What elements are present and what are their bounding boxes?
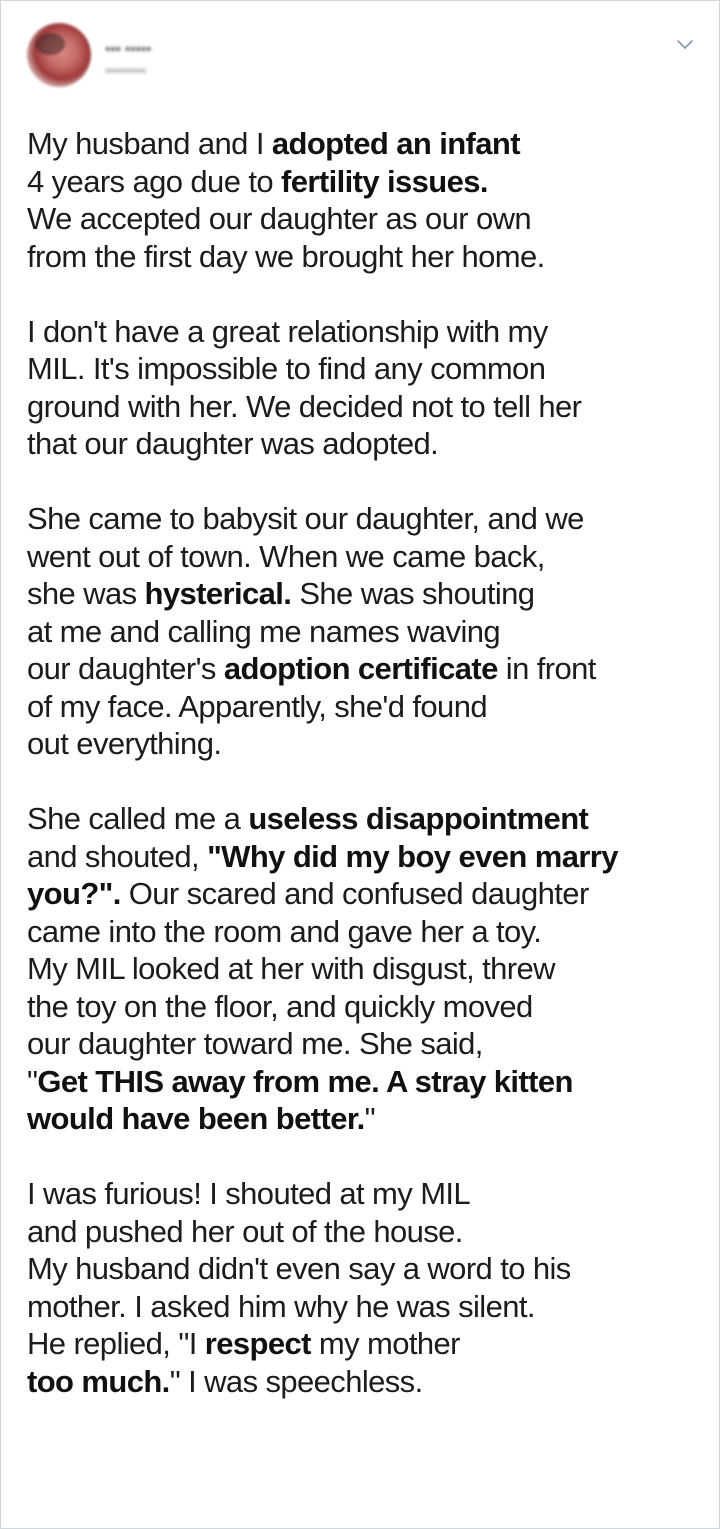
text-line: that our daughter was adopted. xyxy=(27,426,439,461)
text-line xyxy=(27,1063,703,1101)
tweet-header xyxy=(1,1,719,111)
paragraph-1 xyxy=(27,125,703,275)
text-line: our daughter toward me. She said, xyxy=(27,1026,483,1061)
text-line xyxy=(27,800,703,838)
paragraph-5 xyxy=(27,1175,703,1400)
text-line: We accepted our daughter as our own xyxy=(27,201,532,236)
text-span: My husband and I xyxy=(27,126,272,161)
text-line: mother. I asked him why he was silent. xyxy=(27,1288,535,1324)
text-span: She was shouting xyxy=(291,576,535,611)
text-line: out everything. xyxy=(27,726,222,761)
text-line: from the first day we brought her home. xyxy=(27,238,545,274)
text-line: I was furious! I shouted at my MIL xyxy=(27,1176,471,1211)
text-span: she was xyxy=(27,576,145,611)
text-span: and shouted, xyxy=(27,838,208,874)
text-line: the toy on the floor, and quickly moved xyxy=(27,988,533,1024)
paragraph-4 xyxy=(27,800,703,1138)
text-span: " xyxy=(364,1101,376,1136)
bold-span: fertility issues. xyxy=(281,163,488,199)
bold-span: would have been better. xyxy=(27,1101,365,1136)
text-line: at me and calling me names waving xyxy=(27,613,501,649)
text-line: My husband didn't even say a word to his xyxy=(27,1251,571,1286)
text-line xyxy=(27,1363,703,1401)
tweet-text xyxy=(27,125,703,1400)
text-line xyxy=(27,1100,703,1138)
text-line: came into the room and gave her a toy. xyxy=(27,913,542,949)
text-line xyxy=(27,1325,703,1363)
chevron-down-icon[interactable] xyxy=(673,33,697,57)
bold-span: useless disappointment xyxy=(248,801,589,836)
text-line xyxy=(27,125,703,163)
avatar[interactable] xyxy=(27,23,91,87)
text-line: of my face. Apparently, she'd found xyxy=(27,688,487,724)
display-name[interactable]: ••• ••••• xyxy=(105,41,152,58)
text-line xyxy=(27,838,703,876)
paragraph-3 xyxy=(27,500,703,763)
text-line: I don't have a great relationship with my xyxy=(27,313,548,349)
text-span: our daughter's xyxy=(27,651,224,686)
text-line: My MIL looked at her with disgust, threw xyxy=(27,951,555,986)
bold-span: Get THIS away from me. A stray kitten xyxy=(37,1063,573,1099)
text-span: " I was speechless. xyxy=(169,1363,423,1399)
user-handle[interactable]: ••••••••• xyxy=(105,63,146,78)
bold-span: you?". xyxy=(27,876,121,911)
paragraph-2 xyxy=(27,313,703,463)
text-line: She came to babysit our daughter, and we xyxy=(27,501,584,536)
text-span: 4 years ago due to xyxy=(27,163,282,199)
text-line xyxy=(27,875,703,913)
text-line xyxy=(27,163,703,201)
text-span: Our scared and confused daughter xyxy=(120,876,589,911)
bold-span: "Why did my boy even marry xyxy=(207,838,618,874)
text-line xyxy=(27,650,703,688)
text-line xyxy=(27,575,703,613)
text-line: and pushed her out of the house. xyxy=(27,1213,463,1249)
text-line: MIL. It's impossible to find any common xyxy=(27,351,546,386)
text-span: He replied, "I xyxy=(27,1326,205,1361)
bold-span: hysterical. xyxy=(144,576,292,611)
text-span: She called me a xyxy=(27,801,249,836)
bold-span: adopted an infant xyxy=(271,126,520,161)
text-span: in front xyxy=(497,651,596,686)
text-line: went out of town. When we came back, xyxy=(27,538,545,574)
text-line: ground with her. We decided not to tell her xyxy=(27,388,582,424)
text-span: " xyxy=(27,1063,38,1099)
bold-span: too much. xyxy=(27,1363,170,1399)
bold-span: adoption certificate xyxy=(223,651,498,686)
text-span: my mother xyxy=(310,1326,460,1361)
bold-span: respect xyxy=(204,1326,311,1361)
